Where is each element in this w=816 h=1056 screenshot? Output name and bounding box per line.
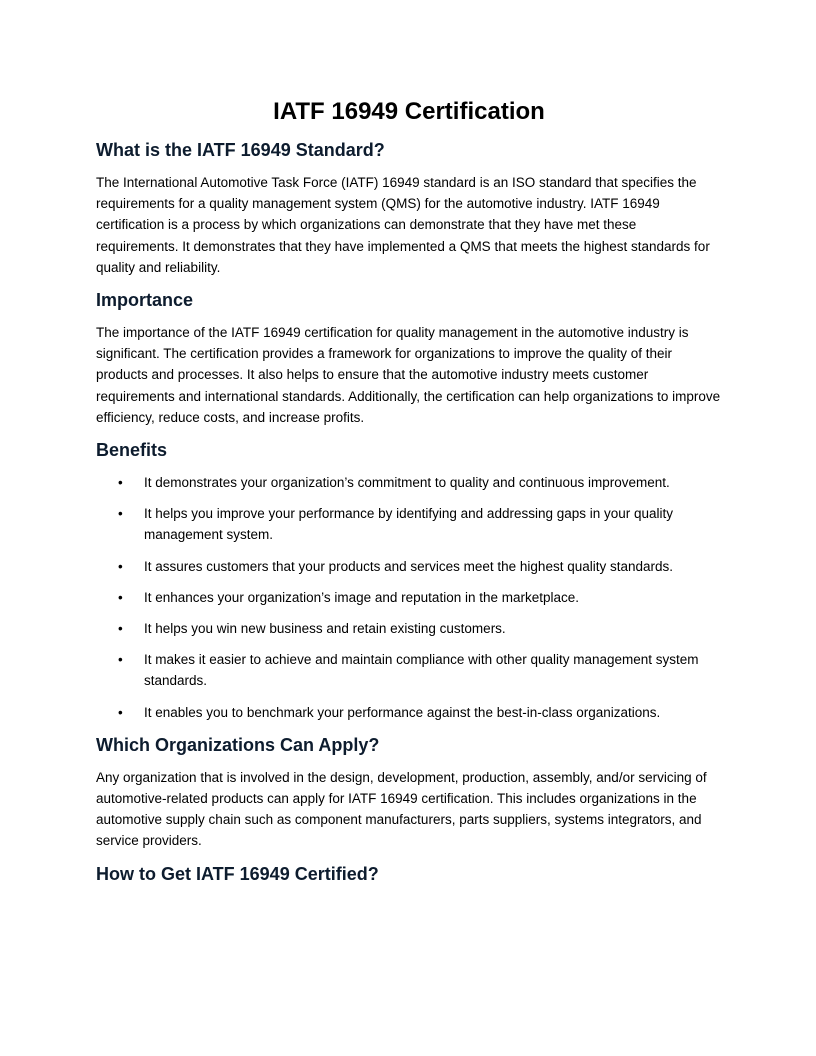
bullet-icon: • [118, 589, 123, 605]
section-paragraph: Any organization that is involved in the design, development, production, assembly, and/or servicing of automotive-related products can apply for IATF 16949 certification. This includes organizations in the automotive supply chain such as component manufacturers, parts suppliers, systems integrators, and service providers. [96, 769, 707, 849]
section-paragraph: The International Automotive Task Force (IATF) 16949 standard is an ISO standard that specifies the requirements for a quality management system (QMS) for the automotive industry. IATF 16949 certification is a process by which organizations can demonstrate that they have met these requirements. It demonstrates that they have implemented a QMS that meets the highest standards for quality and reliability. [96, 175, 710, 275]
section-heading: Benefits [96, 440, 168, 461]
section-what-is-standard [96, 138, 722, 278]
section-benefits [96, 438, 722, 723]
list-item-text: It assures customers that your products and services meet the highest quality standards. [144, 558, 674, 574]
document-page [96, 96, 722, 896]
list-item [96, 618, 722, 639]
bullet-icon: • [118, 475, 123, 491]
list-item [96, 503, 722, 545]
list-item-text: It demonstrates your organization’s commitment to quality and continuous improvement. [144, 475, 670, 491]
section-importance [96, 288, 722, 428]
list-item [96, 472, 722, 493]
bullet-icon: • [118, 506, 123, 522]
list-item [96, 556, 722, 577]
section-heading: What is the IATF 16949 Standard? [96, 140, 385, 160]
section-heading: Importance [96, 290, 194, 311]
bullet-icon: • [118, 558, 123, 574]
bullet-icon: • [118, 704, 123, 720]
section-which-organizations [96, 733, 722, 852]
section-heading: Which Organizations Can Apply? [96, 734, 380, 755]
section-how-to-get-certified [96, 862, 722, 886]
list-item [96, 649, 722, 691]
list-item-text: It makes it easier to achieve and maintain compliance with other quality management system standards. [144, 652, 699, 689]
document-title: IATF 16949 Certification [273, 98, 545, 125]
list-item-text: It helps you improve your performance by identifying and addressing gaps in your quality management system. [144, 506, 674, 543]
list-item-text: It enhances your organization’s image and reputation in the marketplace. [144, 589, 580, 605]
bullet-icon: • [118, 652, 123, 668]
section-heading: How to Get IATF 16949 Certified? [96, 863, 379, 884]
benefits-list [96, 472, 722, 723]
list-item-text: It helps you win new business and retain existing customers. [144, 621, 506, 637]
section-paragraph: The importance of the IATF 16949 certification for quality management in the automotive industry is significant. The certification provides a framework for organizations to improve the quality of their products and processes. It also helps to ensure that the automotive industry meets customer requirements and international standards. Additionally, the certification can help organizations to improve efficiency, reduce costs, and increase profits. [96, 325, 721, 425]
bullet-icon: • [118, 621, 123, 637]
list-item-text: It enables you to benchmark your performance against the best-in-class organizations. [144, 704, 661, 720]
list-item [96, 702, 722, 723]
list-item [96, 587, 722, 608]
